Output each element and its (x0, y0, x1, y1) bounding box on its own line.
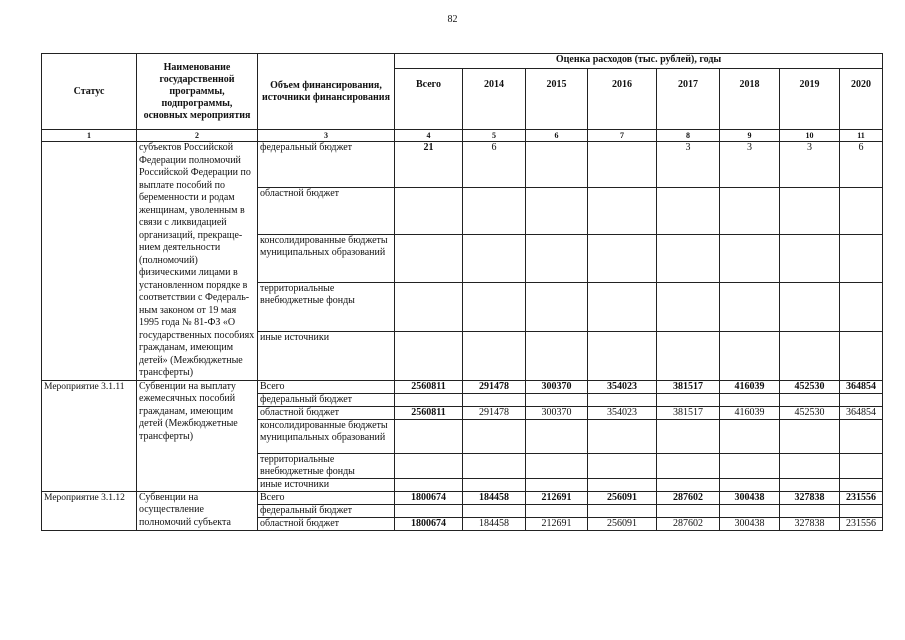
status-cell: Мероприятие 3.1.11 (42, 380, 137, 491)
value-cell (588, 393, 657, 406)
source-cell: Всего (258, 380, 395, 393)
value-cell (657, 504, 720, 517)
source-cell: консолидированные бюджеты муниципальных образований (258, 234, 395, 283)
budget-table (41, 53, 883, 531)
value-cell (780, 504, 840, 517)
value-cell (720, 393, 780, 406)
value-cell (526, 478, 588, 491)
column-number: 7 (588, 130, 657, 142)
value-cell: 231556 (840, 517, 883, 530)
column-number: 5 (463, 130, 526, 142)
value-cell (657, 234, 720, 283)
header-year: Всего (395, 69, 463, 130)
header-year: 2020 (840, 69, 883, 130)
value-cell (526, 188, 588, 234)
value-cell: 300370 (526, 406, 588, 419)
value-cell: 184458 (463, 517, 526, 530)
value-cell: 416039 (720, 380, 780, 393)
value-cell (657, 283, 720, 332)
value-cell (395, 504, 463, 517)
header-year: 2016 (588, 69, 657, 130)
value-cell (840, 331, 883, 380)
column-number: 8 (657, 130, 720, 142)
value-cell (526, 142, 588, 188)
value-cell: 364854 (840, 406, 883, 419)
value-cell: 354023 (588, 380, 657, 393)
column-number: 9 (720, 130, 780, 142)
column-number: 11 (840, 130, 883, 142)
value-cell (395, 453, 463, 478)
value-cell: 291478 (463, 406, 526, 419)
status-cell (42, 142, 137, 381)
value-cell: 256091 (588, 491, 657, 504)
value-cell (463, 234, 526, 283)
value-cell: 354023 (588, 406, 657, 419)
value-cell (840, 393, 883, 406)
header-year: 2014 (463, 69, 526, 130)
value-cell: 1800674 (395, 491, 463, 504)
value-cell: 327838 (780, 517, 840, 530)
value-cell (840, 419, 883, 453)
value-cell (840, 283, 883, 332)
value-cell: 287602 (657, 517, 720, 530)
table-row (42, 380, 883, 393)
value-cell (463, 393, 526, 406)
value-cell (780, 331, 840, 380)
column-number: 2 (137, 130, 258, 142)
value-cell: 212691 (526, 491, 588, 504)
value-cell: 327838 (780, 491, 840, 504)
value-cell (588, 331, 657, 380)
value-cell (588, 453, 657, 478)
value-cell (463, 504, 526, 517)
value-cell: 452530 (780, 380, 840, 393)
value-cell: 300370 (526, 380, 588, 393)
value-cell (463, 331, 526, 380)
value-cell (720, 188, 780, 234)
value-cell (780, 283, 840, 332)
value-cell (526, 283, 588, 332)
value-cell (463, 188, 526, 234)
value-cell (463, 478, 526, 491)
value-cell (588, 188, 657, 234)
header-year: 2019 (780, 69, 840, 130)
value-cell (588, 142, 657, 188)
value-cell: 416039 (720, 406, 780, 419)
source-cell: Всего (258, 491, 395, 504)
value-cell (526, 234, 588, 283)
source-cell: консолидированные бюджеты муниципальных образований (258, 419, 395, 453)
value-cell (395, 188, 463, 234)
column-number: 1 (42, 130, 137, 142)
value-cell (526, 419, 588, 453)
column-number: 6 (526, 130, 588, 142)
value-cell (395, 393, 463, 406)
source-cell: областной бюджет (258, 188, 395, 234)
value-cell (840, 188, 883, 234)
value-cell (720, 283, 780, 332)
value-cell: 256091 (588, 517, 657, 530)
value-cell (780, 453, 840, 478)
value-cell (395, 478, 463, 491)
page-number: 82 (447, 14, 458, 25)
value-cell: 231556 (840, 491, 883, 504)
header-year: 2017 (657, 69, 720, 130)
value-cell: 452530 (780, 406, 840, 419)
value-cell: 300438 (720, 517, 780, 530)
value-cell (720, 419, 780, 453)
value-cell (657, 453, 720, 478)
value-cell: 3 (720, 142, 780, 188)
table-row (42, 142, 883, 188)
value-cell: 6 (463, 142, 526, 188)
source-cell: федеральный бюджет (258, 142, 395, 188)
value-cell (840, 234, 883, 283)
value-cell (780, 393, 840, 406)
column-number: 10 (780, 130, 840, 142)
column-number: 3 (258, 130, 395, 142)
value-cell (588, 283, 657, 332)
value-cell: 1800674 (395, 517, 463, 530)
value-cell: 3 (657, 142, 720, 188)
header-year: 2018 (720, 69, 780, 130)
column-number: 4 (395, 130, 463, 142)
value-cell: 2560811 (395, 406, 463, 419)
source-cell: областной бюджет (258, 406, 395, 419)
header-estimate: Оценка расходов (тыс. рублей), годы (395, 54, 883, 69)
value-cell (395, 234, 463, 283)
value-cell (588, 419, 657, 453)
value-cell: 381517 (657, 406, 720, 419)
table-row (42, 491, 883, 504)
source-cell: территориальные внебюджетные фонды (258, 283, 395, 332)
header-program-name: Наименование государственной программы, подпрограммы, основных мероприятия (137, 54, 258, 130)
value-cell (840, 478, 883, 491)
value-cell (463, 283, 526, 332)
value-cell: 291478 (463, 380, 526, 393)
source-cell: федеральный бюджет (258, 504, 395, 517)
value-cell (780, 478, 840, 491)
value-cell (657, 478, 720, 491)
value-cell (657, 188, 720, 234)
value-cell (526, 453, 588, 478)
value-cell (395, 419, 463, 453)
value-cell (720, 504, 780, 517)
value-cell (463, 453, 526, 478)
value-cell (526, 393, 588, 406)
value-cell (720, 478, 780, 491)
value-cell: 3 (780, 142, 840, 188)
source-cell: территориальные внебюджетные фонды (258, 453, 395, 478)
source-cell: федеральный бюджет (258, 393, 395, 406)
value-cell (588, 234, 657, 283)
value-cell (395, 283, 463, 332)
value-cell (526, 331, 588, 380)
value-cell (780, 234, 840, 283)
column-number-row (42, 130, 883, 142)
value-cell: 364854 (840, 380, 883, 393)
header-year: 2015 (526, 69, 588, 130)
value-cell (840, 504, 883, 517)
value-cell (588, 478, 657, 491)
header-financing: Объем финансирования, источники финансирования (258, 54, 395, 130)
value-cell (395, 331, 463, 380)
source-cell: иные источники (258, 478, 395, 491)
value-cell (840, 453, 883, 478)
value-cell: 6 (840, 142, 883, 188)
value-cell (526, 504, 588, 517)
value-cell (657, 331, 720, 380)
value-cell: 212691 (526, 517, 588, 530)
value-cell: 21 (395, 142, 463, 188)
source-cell: иные источники (258, 331, 395, 380)
value-cell (720, 331, 780, 380)
value-cell (780, 419, 840, 453)
value-cell (463, 419, 526, 453)
value-cell (657, 393, 720, 406)
value-cell (720, 453, 780, 478)
value-cell (720, 234, 780, 283)
value-cell: 184458 (463, 491, 526, 504)
program-name-cell: Субвенции на выплату ежемесячных пособий гражданам, имеющим детей (Межбюджетные трансферты) (137, 380, 258, 491)
value-cell (588, 504, 657, 517)
header-status: Статус (42, 54, 137, 130)
value-cell: 287602 (657, 491, 720, 504)
value-cell: 300438 (720, 491, 780, 504)
status-cell: Мероприятие 3.1.12 (42, 491, 137, 530)
program-name-cell: субъектов Российской Федерации полномочий Российской Федерации по выплате пособий по беременности и родам женщинам, уволенным в связи с ликвидацией организаций, прекраще-нием деятельности (полномочий) физическими лицами в установленном порядке в соответствии с Федераль-ным законом от 19 мая 1995 года № 81-ФЗ «О государственных пособиях гражданам, имеющим детей» (Межбюджетные трансферты) (137, 142, 258, 381)
value-cell: 2560811 (395, 380, 463, 393)
source-cell: областной бюджет (258, 517, 395, 530)
value-cell (657, 419, 720, 453)
program-name-cell: Субвенции на осуществление полномочий субъекта (137, 491, 258, 530)
value-cell (780, 188, 840, 234)
value-cell: 381517 (657, 380, 720, 393)
